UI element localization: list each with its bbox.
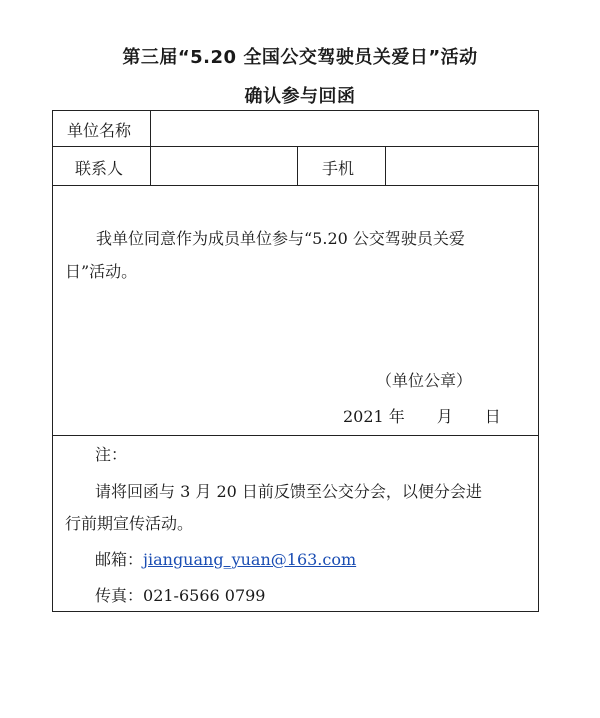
contact-field[interactable] bbox=[163, 156, 288, 178]
email-row bbox=[95, 544, 356, 576]
column-divider bbox=[385, 146, 386, 185]
fax-number: 021-6566 0799 bbox=[143, 586, 266, 605]
fax-label: 传真： bbox=[95, 586, 144, 605]
row-divider bbox=[53, 146, 538, 147]
contact-label: 联系人 bbox=[75, 159, 124, 178]
row-divider bbox=[53, 185, 538, 186]
note-text-line1: 请将回函与 3 月 20 日前反馈至公交分会，以便分会进 bbox=[95, 482, 482, 501]
seal-text: （单位公章） bbox=[376, 371, 473, 390]
column-divider bbox=[150, 111, 151, 185]
phone-label: 手机 bbox=[322, 159, 355, 178]
email-link[interactable]: jianguang_yuan@163.com bbox=[143, 550, 357, 569]
document-title: 第三届“5.20 全国公交驾驶员关爱日”活动 bbox=[122, 47, 478, 68]
phone-field[interactable] bbox=[398, 156, 528, 178]
confirmation-form-table bbox=[52, 110, 539, 612]
agreement-text-line1: 我单位同意作为成员单位参与“5.20 公交驾驶员关爱 bbox=[96, 229, 465, 248]
note-heading: 注： bbox=[95, 445, 128, 464]
fax-row bbox=[95, 580, 265, 612]
email-label: 邮箱： bbox=[95, 550, 144, 569]
document-subtitle: 确认参与回函 bbox=[244, 86, 356, 107]
date-text: 2021 年 月 日 bbox=[343, 407, 501, 426]
column-divider bbox=[297, 146, 298, 185]
row-divider bbox=[53, 435, 538, 436]
unit-name-label: 单位名称 bbox=[67, 121, 132, 140]
note-text-line2: 行前期宣传活动。 bbox=[65, 514, 194, 533]
agreement-text-line2: 日”活动。 bbox=[65, 262, 138, 281]
unit-name-field[interactable] bbox=[163, 118, 523, 140]
